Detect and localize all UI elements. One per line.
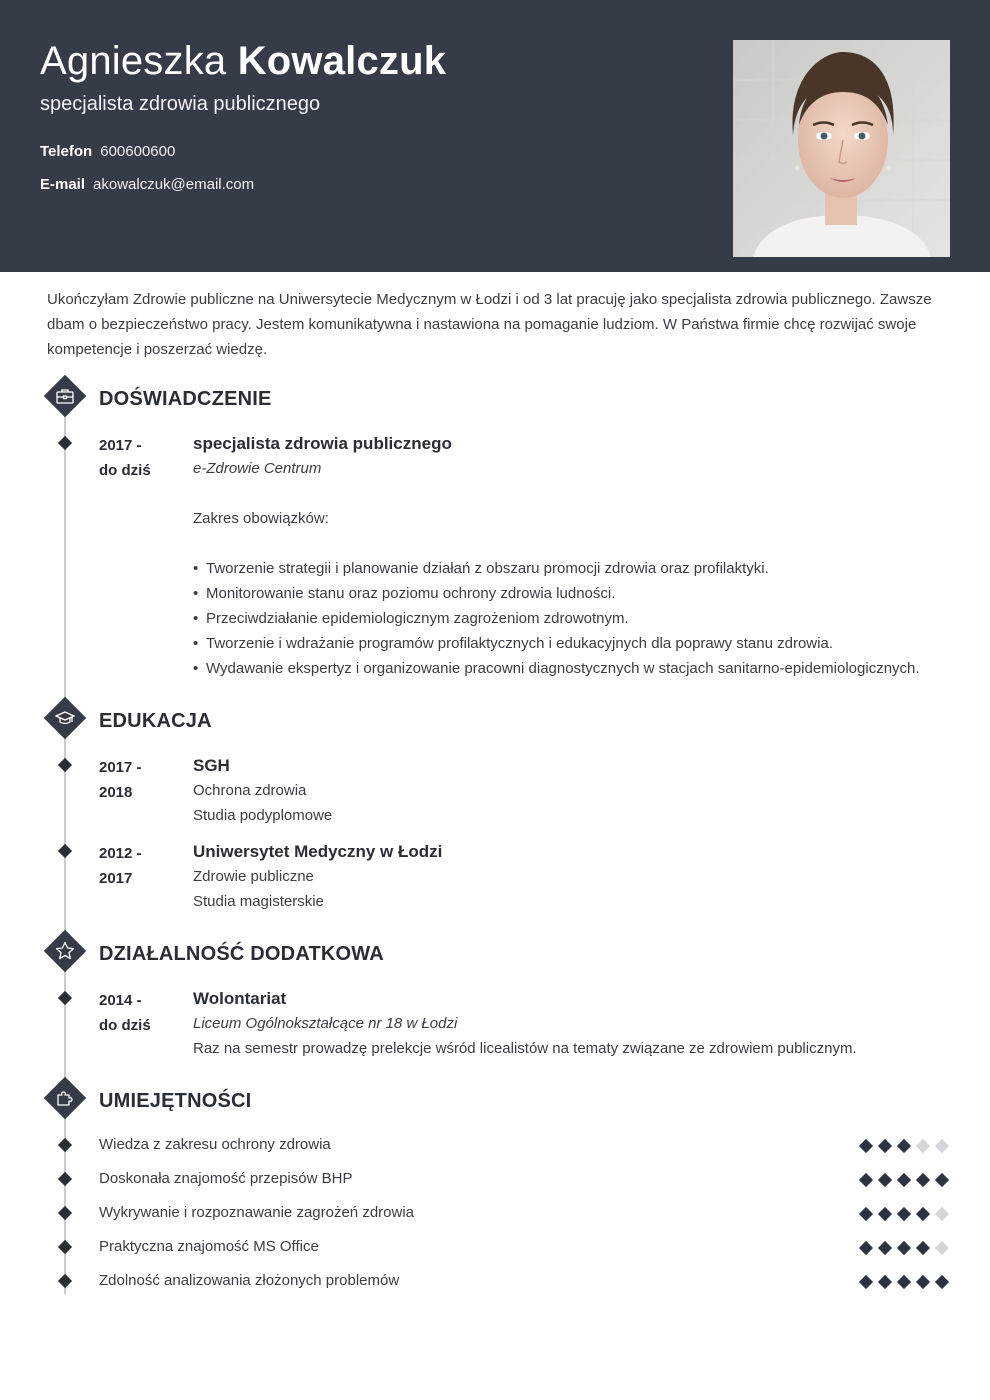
rating-diamond-filled [859,1173,873,1187]
duty-item: • Przeciwdziałanie epidemiologicznym zagrożeniom zdrowotnym. [193,606,953,631]
contact-email [40,176,254,194]
experience-company: e-Zdrowie Centrum [193,460,322,477]
date-end: do dziś [99,462,151,479]
activity-title: Wolontariat [193,989,287,1008]
phone-label: Telefon [40,143,93,160]
rating-diamond-filled [897,1207,911,1221]
rating-diamond-filled [878,1241,892,1255]
rating-diamond-filled [897,1275,911,1289]
rating-diamond-filled [916,1275,930,1289]
activity-date [99,988,189,1038]
date-end: 2017 [99,870,133,887]
puzzle-icon [44,1077,86,1119]
rating-diamond-empty [916,1139,930,1153]
duty-item: • Tworzenie strategii i planowanie działań z obszaru promocji zdrowia oraz profilaktyki. [193,556,953,581]
timeline-dot [58,844,72,858]
school-name: Uniwersytet Medyczny w Łodzi [193,842,443,861]
skill-name: Wiedza z zakresu ochrony zdrowia [99,1136,331,1153]
section-title-activities: DZIAŁALNOŚĆ DODATKOWA [99,943,384,965]
date-start: 2012 - [99,845,142,862]
full-name [40,38,446,84]
resume-header [0,0,990,272]
section-title-skills: UMIEJĘTNOŚCI [99,1090,252,1112]
timeline-dot [58,1240,72,1254]
date-start: 2017 - [99,437,142,454]
experience-job-title: specjalista zdrowia publicznego [193,434,452,453]
activity-entry [193,986,953,1061]
field-of-study: Ochrona zdrowia [193,782,307,799]
experience-entry [193,431,953,681]
email-label: E-mail [40,176,86,193]
date-start: 2017 - [99,759,142,776]
skill-name: Zdolność analizowania złożonych problemów [99,1272,400,1289]
rating-diamond-filled [916,1241,930,1255]
rating-diamond-filled [935,1173,949,1187]
duties-list [193,556,953,681]
skill-rating [858,1172,953,1188]
field-of-study: Zdrowie publiczne [193,868,314,885]
rating-diamond-filled [935,1275,949,1289]
rating-diamond-empty [935,1241,949,1255]
activity-place: Liceum Ogólnokształcące nr 18 w Łodzi [193,1015,458,1032]
timeline-dot [58,758,72,772]
education-date [99,841,189,891]
school-name: SGH [193,756,230,775]
skill-name: Doskonała znajomość przepisów BHP [99,1170,353,1187]
graduation-cap-icon [44,697,86,739]
duty-item: • Tworzenie i wdrażanie programów profilaktycznych i edukacyjnych dla poprawy stanu zdrowia. [193,631,953,656]
phone-value: 600600600 [100,143,176,160]
duty-item: • Wydawanie ekspertyz i organizowanie pracowni diagnostycznych w stacjach sanitarno-epidemiologicznych. [193,656,953,681]
job-title: specjalista zdrowia publicznego [40,93,321,115]
star-icon [44,930,86,972]
skill-rating [858,1138,953,1154]
degree-level: Studia podyplomowe [193,807,333,824]
rating-diamond-filled [878,1207,892,1221]
rating-diamond-empty [935,1207,949,1221]
rating-diamond-filled [897,1173,911,1187]
experience-date [99,433,189,483]
contact-phone [40,143,175,161]
rating-diamond-filled [916,1207,930,1221]
date-end: 2018 [99,784,133,801]
profile-summary: Ukończyłam Zdrowie publiczne na Uniwersytecie Medycznym w Łodzi i od 3 lat pracuję jako specjalista zdrowia publicznego. Zawsze dbam o bezpieczeństwo pracy. Jestem komunikatywna i nastawiona na pomaganie ludziom. W Państwa firmie chcę rozwijać swoje kompetencje i poszerzać wiedzę. [47,291,932,358]
timeline-dot [58,1172,72,1186]
date-end: do dziś [99,1017,151,1034]
first-name: Agnieszka [40,39,227,83]
rating-diamond-filled [897,1139,911,1153]
rating-diamond-filled [859,1207,873,1221]
rating-diamond-filled [878,1275,892,1289]
skill-rating [858,1206,953,1222]
date-start: 2014 - [99,992,142,1009]
degree-level: Studia magisterskie [193,893,324,910]
skill-rating [858,1274,953,1290]
rating-diamond-filled [878,1173,892,1187]
rating-diamond-filled [916,1173,930,1187]
duty-item: • Monitorowanie stanu oraz poziomu ochrony zdrowia ludności. [193,581,953,606]
timeline-dot [58,1274,72,1288]
activity-description: Raz na semestr prowadzę prelekcje wśród licealistów na tematy związane ze zdrowiem publicznym. [193,1040,857,1057]
skill-rating [858,1240,953,1256]
education-entry [193,753,953,828]
skill-name: Praktyczna znajomość MS Office [99,1238,319,1255]
skill-name: Wykrywanie i rozpoznawanie zagrożeń zdrowia [99,1204,415,1221]
education-date [99,755,189,805]
timeline-dot [58,991,72,1005]
briefcase-icon [44,375,86,417]
email-value: akowalczuk@email.com [93,176,255,193]
rating-diamond-filled [859,1275,873,1289]
timeline-dot [58,436,72,450]
rating-diamond-filled [878,1139,892,1153]
timeline-dot [58,1138,72,1152]
education-entry [193,839,953,914]
profile-photo [733,40,950,257]
last-name: Kowalczuk [237,39,447,83]
duties-label: Zakres obowiązków: [193,510,329,527]
rating-diamond-filled [897,1241,911,1255]
section-title-education: EDUKACJA [99,710,212,732]
section-title-experience: DOŚWIADCZENIE [99,388,272,410]
rating-diamond-filled [859,1139,873,1153]
timeline-dot [58,1206,72,1220]
rating-diamond-empty [935,1139,949,1153]
rating-diamond-filled [859,1241,873,1255]
